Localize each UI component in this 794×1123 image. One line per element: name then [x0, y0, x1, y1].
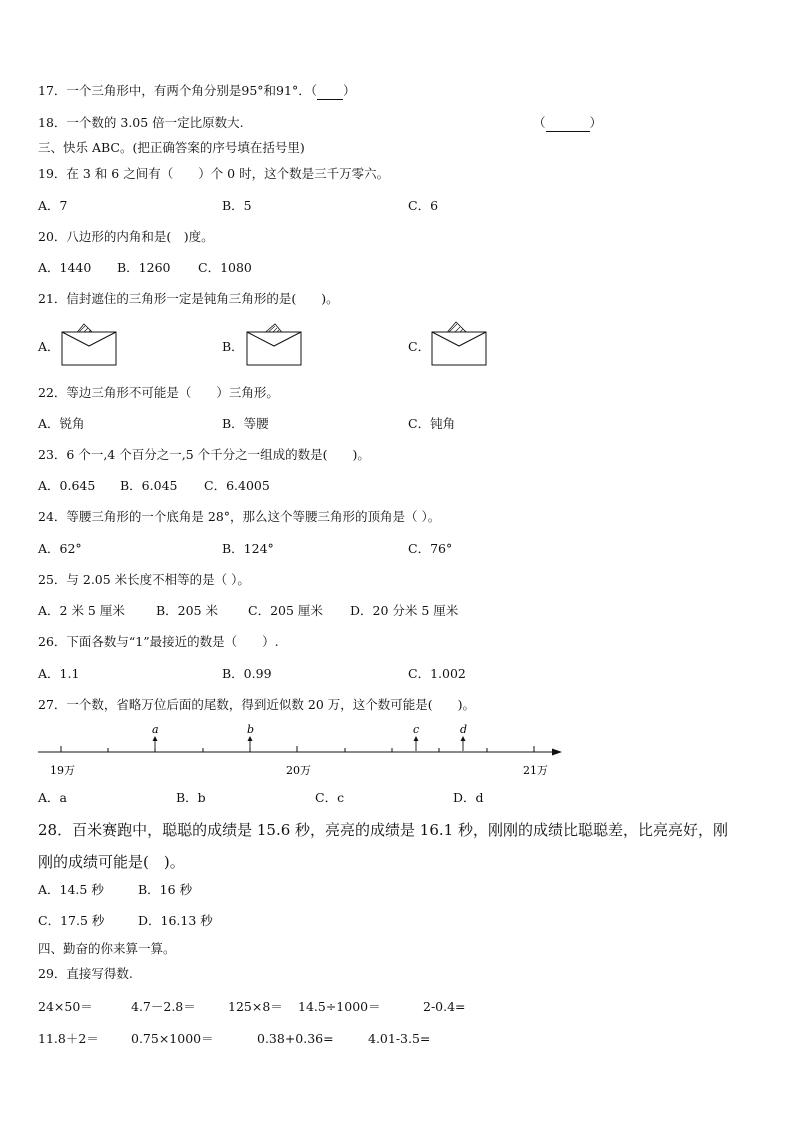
calc-item: 0.38+0.36= — [257, 1031, 334, 1046]
q21-option-b[interactable]: B． — [222, 339, 244, 354]
envelope-triangle-c-icon — [430, 318, 488, 368]
question-17-text: 17．一个三角形中，有两个角分别是95°和91°．（ — [38, 83, 317, 98]
tick-label-20wan: 20万 — [286, 764, 311, 777]
question-18-text: 18．一个数的 3.05 倍一定比原数大. — [38, 115, 244, 130]
envelope-triangle-a-icon — [60, 320, 118, 368]
q27-option-c[interactable]: C．c — [315, 790, 345, 805]
calc-item: 125×8＝ — [228, 999, 283, 1014]
q27-option-a[interactable]: A．a — [38, 790, 67, 805]
calc-item: 11.8＋2＝ — [38, 1031, 99, 1046]
question-19-text: 19．在 3 和 6 之间有（ ）个 0 时，这个数是三千万零六。 — [38, 166, 390, 181]
q26-option-b[interactable]: B．0.99 — [222, 666, 272, 681]
q23-option-b[interactable]: B．6.045 — [120, 478, 178, 493]
calc-item: 24×50＝ — [38, 999, 93, 1014]
answer-blank-18[interactable] — [546, 115, 590, 132]
point-label-a: a — [152, 723, 159, 736]
q25-option-a[interactable]: A．2 米 5 厘米 — [38, 603, 125, 618]
question-26-text: 26．下面各数与“1”最接近的数是（ ）. — [38, 634, 279, 649]
q23-option-a[interactable]: A．0.645 — [38, 478, 96, 493]
tick-label-21wan: 21万 — [523, 764, 548, 777]
q19-option-b[interactable]: B．5 — [222, 198, 252, 213]
tick-label-19wan: 19万 — [50, 764, 75, 777]
q19-option-c[interactable]: C．6 — [408, 198, 439, 213]
q25-option-b[interactable]: B．205 米 — [156, 603, 219, 618]
q21-option-a[interactable]: A． — [38, 339, 60, 354]
section-4-heading: 四、勤奋的你来算一算。 — [38, 941, 176, 956]
answer-blank-17[interactable] — [317, 83, 343, 100]
q20-option-c[interactable]: C．1080 — [198, 260, 252, 275]
question-21-text: 21．信封遮住的三角形一定是钝角三角形的是( )。 — [38, 291, 339, 306]
question-24-text: 24．等腰三角形的一个底角是 28°，那么这个等腰三角形的顶角是（ ）。 — [38, 509, 441, 524]
calc-item: 4.7－2.8＝ — [131, 999, 196, 1014]
q22-option-b[interactable]: B．等腰 — [222, 416, 269, 431]
envelope-triangle-b-icon — [245, 320, 303, 368]
q27-option-d[interactable]: D．d — [453, 790, 484, 805]
question-23-text: 23．6 个一,4 个百分之一,5 个千分之一组成的数是( )。 — [38, 447, 370, 462]
question-27-text: 27．一个数，省略万位后面的尾数，得到近似数 20 万，这个数可能是( )。 — [38, 697, 476, 712]
question-22-text: 22．等边三角形不可能是（ ）三角形。 — [38, 385, 279, 400]
q24-option-c[interactable]: C．76° — [408, 541, 453, 556]
q25-option-d[interactable]: D．20 分米 5 厘米 — [350, 603, 459, 618]
number-line-arrow — [552, 749, 562, 756]
question-20-text: 20．八边形的内角和是( )度。 — [38, 229, 214, 244]
point-label-d: d — [460, 723, 468, 736]
question-25-text: 25．与 2.05 米长度不相等的是（ ）。 — [38, 572, 250, 587]
number-line — [30, 718, 570, 780]
q21-option-c[interactable]: C． — [408, 339, 431, 354]
point-label-b: b — [247, 723, 255, 736]
q20-option-a[interactable]: A．1440 — [38, 260, 92, 275]
q24-option-a[interactable]: A．62° — [38, 541, 82, 556]
q25-option-c[interactable]: C．205 厘米 — [248, 603, 323, 618]
q19-option-a[interactable]: A．7 — [38, 198, 68, 213]
calc-item: 0.75×1000＝ — [131, 1031, 214, 1046]
section-3-heading: 三、快乐 ABC。(把正确答案的序号填在括号里) — [38, 140, 305, 155]
question-28-line-1: 28．百米赛跑中，聪聪的成绩是 15.6 秒，亮亮的成绩是 16.1 秒，刚刚的成绩比聪聪差，比亮亮好，刚 — [38, 821, 728, 839]
calc-item: 14.5÷1000＝ — [298, 999, 381, 1014]
q28-option-c[interactable]: C．17.5 秒 — [38, 913, 105, 928]
question-28-line-2: 刚的成绩可能是( )。 — [38, 853, 185, 871]
calc-item: 2-0.4= — [423, 999, 466, 1014]
q26-option-c[interactable]: C．1.002 — [408, 666, 466, 681]
q23-option-c[interactable]: C．6.4005 — [204, 478, 270, 493]
q27-option-b[interactable]: B．b — [176, 790, 206, 805]
q22-option-a[interactable]: A．锐角 — [38, 416, 85, 431]
q20-option-b[interactable]: B．1260 — [117, 260, 171, 275]
q22-option-c[interactable]: C．钝角 — [408, 416, 456, 431]
q28-option-a[interactable]: A．14.5 秒 — [38, 882, 104, 897]
calc-item: 4.01-3.5= — [368, 1031, 431, 1046]
point-label-c: c — [413, 723, 420, 736]
question-18-answer: （ ） — [533, 115, 603, 130]
q26-option-a[interactable]: A．1.1 — [38, 666, 80, 681]
question-17: 17．一个三角形中，有两个角分别是95°和91°．（ ） — [38, 83, 356, 98]
q24-option-b[interactable]: B．124° — [222, 541, 274, 556]
q28-option-d[interactable]: D．16.13 秒 — [138, 913, 213, 928]
q28-option-b[interactable]: B．16 秒 — [138, 882, 193, 897]
question-29-text: 29．直接写得数. — [38, 966, 133, 981]
